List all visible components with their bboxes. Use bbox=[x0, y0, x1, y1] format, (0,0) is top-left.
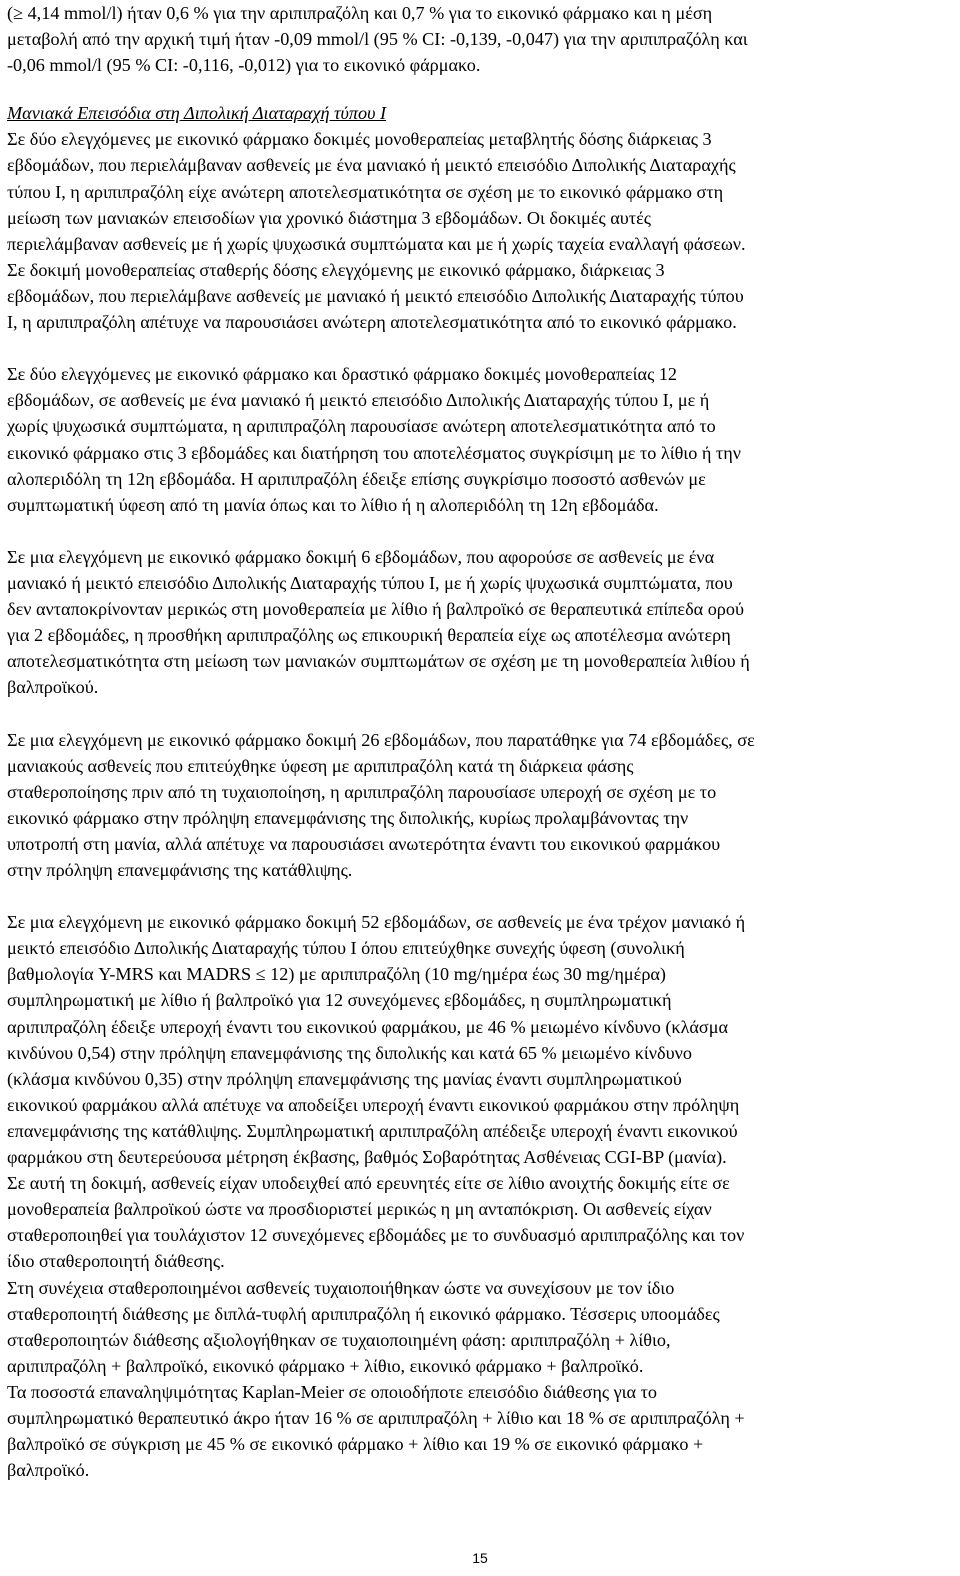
text-line: σταθεροποιηθεί για τουλάχιστον 12 συνεχόμενες εβδομάδες με το συνδυασμό αριπιπραζόλης και τον bbox=[7, 1225, 745, 1246]
text-line: μεταβολή από την αρχική τιμή ήταν -0,09 mmol/l (95 % CI: -0,139, -0,047) για την αριπιπραζόλη και bbox=[7, 29, 748, 50]
text-line: επανεμφάνισης της κατάθλιψης. Συμπληρωματική αριπιπραζόλη απέδειξε υπεροχή έναντι εικονικού bbox=[7, 1120, 738, 1141]
text-line: αριπιπραζόλη + βαλπροϊκό, εικονικό φάρμακο + λίθιο, εικονικό φάρμακο + βαλπροϊκό. bbox=[7, 1355, 644, 1376]
text-line: εικονικό φάρμακο στην πρόληψη επανεμφάνισης της διπολικής, κυρίως προλαμβάνοντας την bbox=[7, 807, 689, 828]
text-line: συμπληρωματική με λίθιο ή βαλπροϊκό για 12 συνεχόμενες εβδομάδες, η συμπληρωματική bbox=[7, 990, 672, 1011]
text-line: συμπληρωματικό θεραπευτικό άκρο ήταν 16 % σε αριπιπραζόλη + λίθιο και 18 % σε αριπιπραζόλη + bbox=[7, 1407, 745, 1428]
text-line: Σε μια ελεγχόμενη με εικονικό φάρμακο δοκιμή 26 εβδομάδων, που παρατάθηκε για 74 εβδομάδες, σε bbox=[7, 729, 755, 750]
text-line: μονοθεραπεία βαλπροϊκού ώστε να προσδιοριστεί μερικώς η μη ανταπόκριση. Οι ασθενείς είχαν bbox=[7, 1199, 712, 1220]
text-line: φαρμάκου στη δευτερεύουσα μέτρηση έκβασης, βαθμός Σοβαρότητας Ασθένειας CGI-BP (μανία). bbox=[7, 1147, 727, 1168]
paragraph-5 bbox=[7, 909, 955, 1483]
text-line: μανιακούς ασθενείς που επιτεύχθηκε ύφεση με αριπιπραζόλη κατά τη διάρκεια φάσης bbox=[7, 755, 634, 776]
text-line: Σε μια ελεγχόμενη με εικονικό φάρμακο δοκιμή 6 εβδομάδων, που αφορούσε σε ασθενείς με ένα bbox=[7, 546, 715, 567]
text-line: σταθεροποίησης πριν από τη τυχαιοποίηση, η αριπιπραζόλη παρουσίασε υπεροχή σε σχέση με το bbox=[7, 781, 717, 802]
text-line: εικονικού φαρμάκου αλλά απέτυχε να αποδείξει υπεροχή έναντι εικονικού φαρμάκου στην πρόληψη bbox=[7, 1094, 740, 1115]
text-line: εβδομάδων, που περιελάμβαναν ασθενείς με ένα μανιακό ή μεικτό επεισόδιο Διπολικής Διαταραχής bbox=[7, 155, 736, 176]
text-line: Στη συνέχεια σταθεροποιημένοι ασθενείς τυχαιοποιήθηκαν ώστε να συνεχίσουν με τον ίδιο bbox=[7, 1277, 675, 1298]
text-line: αριπιπραζόλη έδειξε υπεροχή έναντι του εικονικού φαρμάκου, με 46 % μειωμένο κίνδυνο (κλάσμα bbox=[7, 1016, 729, 1037]
text-line: Σε μια ελεγχόμενη με εικονικό φάρμακο δοκιμή 52 εβδομάδων, σε ασθενείς με ένα τρέχον μανιακό ή bbox=[7, 912, 746, 933]
paragraph-gap bbox=[7, 883, 955, 909]
text-line: Σε δύο ελεγχόμενες με εικονικό φάρμακο και δραστικό φάρμακο δοκιμές μονοθεραπείας 12 bbox=[7, 364, 678, 385]
paragraph-gap bbox=[7, 518, 955, 544]
page-number: 15 bbox=[472, 1550, 488, 1566]
text-line: βαθμολογία Y-MRS και MADRS ≤ 12) με αριπιπραζόλη (10 mg/ημέρα έως 30 mg/ημέρα) bbox=[7, 964, 666, 985]
document-page bbox=[7, 0, 955, 1483]
text-line: σταθεροποιητών διάθεσης αξιολογήθηκαν σε τυχαιοποιημένη φάση: αριπιπραζόλη + λίθιο, bbox=[7, 1329, 671, 1350]
text-line: Σε δύο ελεγχόμενες με εικονικό φάρμακο δοκιμές μονοθεραπείας μεταβλητής δόσης διάρκειας 3 bbox=[7, 129, 712, 150]
text-line: δεν ανταποκρίνονταν μερικώς στη μονοθεραπεία με λίθιο ή βαλπροϊκό σε θεραπευτικά επίπεδα ορού bbox=[7, 599, 744, 620]
paragraph-4 bbox=[7, 727, 955, 884]
text-line: κινδύνου 0,54) στην πρόληψη επανεμφάνισης της διπολικής και κατά 65 % μειωμένο κίνδυνο bbox=[7, 1042, 692, 1063]
text-line: (≥ 4,14 mmol/l) ήταν 0,6 % για την αριπιπραζόλη και 0,7 % για το εικονικό φάρμακο και η μέση bbox=[7, 3, 713, 23]
intro-paragraph bbox=[7, 0, 955, 78]
text-line: στην πρόληψη επανεμφάνισης της κατάθλιψης. bbox=[7, 860, 353, 880]
text-line: (κλάσμα κινδύνου 0,35) στην πρόληψη επανεμφάνισης της μανίας έναντι συμπληρωματικού bbox=[7, 1068, 682, 1089]
section-heading: Μανιακά Επεισόδια στη Διπολική Διαταραχή τύπου Ι bbox=[7, 103, 387, 124]
text-line: βαλπροϊκού. bbox=[7, 677, 99, 698]
text-line: μείωση των μανιακών επεισοδίων για χρονικό διάστημα 3 εβδομάδων. Οι δοκιμές αυτές bbox=[7, 207, 651, 228]
text-line: βαλπροϊκό. bbox=[7, 1460, 90, 1481]
paragraph-gap bbox=[7, 700, 955, 726]
text-line: εβδομάδων, σε ασθενείς με ένα μανιακό ή μεικτό επεισόδιο Διπολικής Διαταραχής τύπου Ι, με ή bbox=[7, 390, 710, 411]
text-line: συμπτωματική ύφεση από τη μανία όπως και το λίθιο ή η αλοπεριδόλη τη 12η εβδομάδα. bbox=[7, 494, 659, 515]
text-line: μεικτό επεισόδιο Διπολικής Διαταραχής τύπου Ι όπου επιτεύχθηκε συνεχής ύφεση (συνολική bbox=[7, 938, 685, 959]
section bbox=[7, 100, 955, 1483]
text-line: βαλπροϊκό σε σύγκριση με 45 % σε εικονικό φάρμακο + λίθιο και 19 % σε εικονικό φάρμακο + bbox=[7, 1434, 704, 1455]
text-line: υποτροπή στη μανία, αλλά απέτυχε να παρουσιάσει ανωτερότητα έναντι του εικονικού φαρμάκου bbox=[7, 833, 721, 854]
text-line: μανιακό ή μεικτό επεισόδιο Διπολικής Διαταραχής τύπου Ι, με ή χωρίς ψυχωσικά συμπτώματα, που bbox=[7, 572, 733, 593]
text-line: για 2 εβδομάδες, η προσθήκη αριπιπραζόλης ως επικουρική θεραπεία είχε ως αποτέλεσμα ανώτερη bbox=[7, 625, 731, 646]
text-line: αλοπεριδόλη τη 12η εβδομάδα. Η αριπιπραζόλη έδειξε επίσης συγκρίσιμο ποσοστό ασθενών με bbox=[7, 468, 706, 489]
text-line: χωρίς ψυχωσικά συμπτώματα, η αριπιπραζόλη παρουσίασε ανώτερη αποτελεσματικότητα από το bbox=[7, 416, 716, 437]
text-line: εβδομάδων, που περιελάμβανε ασθενείς με μανιακό ή μεικτό επεισόδιο Διπολικής Διαταραχής τύπου bbox=[7, 285, 744, 306]
text-line: τύπου Ι, η αριπιπραζόλη είχε ανώτερη αποτελεσματικότητα σε σχέση με το εικονικό φάρμακο στη bbox=[7, 181, 724, 202]
text-line: ίδιο σταθεροποιητή διάθεσης. bbox=[7, 1251, 225, 1272]
text-line: -0,06 mmol/l (95 % CI: -0,116, -0,012) για το εικονικό φάρμακο. bbox=[7, 55, 481, 76]
text-line: σταθεροποιητή διάθεσης με διπλά-τυφλή αριπιπραζόλη ή εικονικό φάρμακο. Τέσσερις υποομάδες bbox=[7, 1303, 720, 1324]
paragraph-1 bbox=[7, 126, 955, 335]
text-line: Ι, η αριπιπραζόλη απέτυχε να παρουσιάσει ανώτερη αποτελεσματικότητα από το εικονικό φάρμακο. bbox=[7, 312, 737, 333]
text-line: περιελάμβαναν ασθενείς με ή χωρίς ψυχωσικά συμπτώματα και με ή χωρίς ταχεία εναλλαγή φάσεων. bbox=[7, 233, 746, 254]
text-line: εικονικό φάρμακο στις 3 εβδομάδες και διατήρηση του αποτελέσματος συγκρίσιμη με το λίθιο ή την bbox=[7, 442, 741, 463]
paragraph-gap bbox=[7, 335, 955, 361]
text-line: αποτελεσματικότητα στη μείωση των μανιακών συμπτωμάτων σε σχέση με τη μονοθεραπεία λιθίου ή bbox=[7, 651, 750, 672]
text-line: Σε αυτή τη δοκιμή, ασθενείς είχαν υποδειχθεί από ερευνητές είτε σε λίθιο ανοιχτής δοκιμής είτε σε bbox=[7, 1173, 730, 1194]
paragraph-3 bbox=[7, 544, 955, 701]
text-line: Σε δοκιμή μονοθεραπείας σταθερής δόσης ελεγχόμενης με εικονικό φάρμακο, διάρκειας 3 bbox=[7, 259, 665, 280]
text-line: Τα ποσοστά επαναληψιμότητας Kaplan-Meier σε οποιοδήποτε επεισόδιο διάθεσης για το bbox=[7, 1381, 658, 1402]
paragraph-2 bbox=[7, 361, 955, 518]
